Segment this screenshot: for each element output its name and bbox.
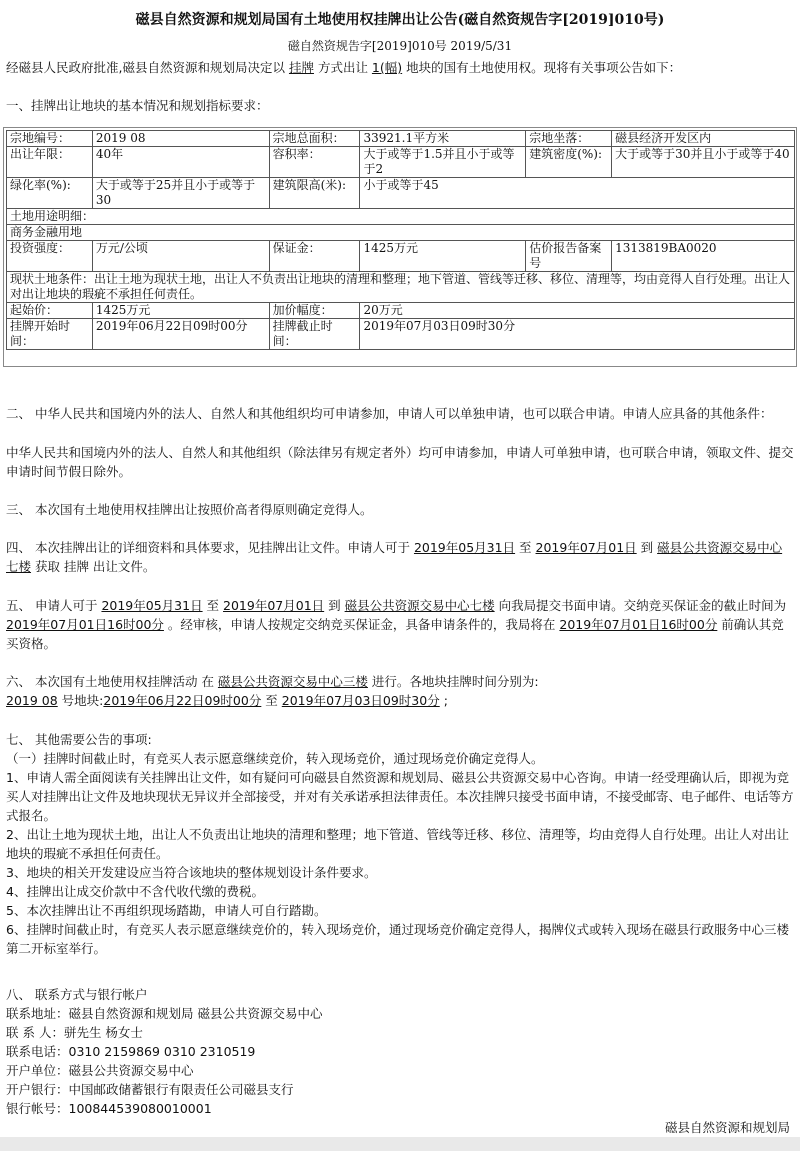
method-value: 挂牌 (288, 60, 314, 75)
issuer-signature: 磁县自然资源和规划局 (664, 1120, 790, 1135)
section-4: 四、 本次挂牌出让的详细资料和具体要求，见挂牌出让文件。申请人可于 2019年05月31日 至 2019年07月01日 到 磁县公共资源交易中心七楼 获取 挂牌 出让文件。 (6, 540, 783, 574)
account-holder: 开户单位：磁县公共资源交易中心 (6, 1063, 194, 1078)
contact-person: 联 系 人：骈先生 杨女士 (6, 1025, 143, 1040)
section-8-title: 八、 联系方式与银行帐户 (6, 987, 148, 1002)
table-row: 现状土地条件：出让土地为现状土地，出让人不负责出让地块的清理和整理；地下管道、管线等迁移、移位、清理等，均由竞得人自行处理。出让人对出让地块的瑕疵不承担任何责任。 (7, 272, 795, 303)
account-bank: 开户银行：中国邮政储蓄银行有限责任公司磁县支行 (6, 1082, 294, 1097)
table-row: 投资强度： 万元/公顷 保证金： 1425万元 估价报告备案号 1313819BA0020 (7, 241, 795, 272)
table-row: 商务金融用地 (7, 225, 795, 241)
list-item: （一）挂牌时间截止时，有竞买人表示愿意继续竞价，转入现场竞价，通过现场竞价确定竞得人。 (6, 751, 544, 766)
section-6: 六、 本次国有土地使用权挂牌活动 在 磁县公共资源交易中心三楼 进行。各地块挂牌时间分别为: 2019 08 号地块:2019年06月22日09时00分 至 2019年07月03日09时30分 ; (6, 674, 539, 708)
parcel-count: 1(幅) (371, 60, 403, 75)
table-row: 宗地编号： 2019 08 宗地总面积： 33921.1平方米 宗地坐落： 磁县经济开发区内 (7, 131, 795, 147)
section-7 (6, 730, 794, 958)
section-8 (6, 985, 794, 1118)
contact-address: 联系地址：磁县自然资源和规划局 磁县公共资源交易中心 (6, 1006, 323, 1021)
table-row: 起始价： 1425万元 加价幅度： 20万元 (7, 303, 795, 319)
list-item: 5、本次挂牌出让不再组织现场踏勘，申请人可自行踏勘。 (6, 903, 327, 918)
intro-paragraph: 经磁县人民政府批准,磁县自然资源和规划局决定以 挂牌 方式出让 1(幅) 地块的国有土地使用权。现将有关事项公告如下： (6, 60, 682, 75)
table-row: 土地用途明细： (7, 209, 795, 225)
location-link: 磁县公共资源交易中心七楼 (6, 540, 783, 574)
section-3: 三、 本次国有土地使用权挂牌出让按照价高者得原则确定竞得人。 (6, 502, 373, 517)
section-7-title: 七、 其他需要公告的事项: (6, 732, 152, 747)
bottom-strip (0, 1137, 800, 1151)
section-1-title: 一、挂牌出让地块的基本情况和规划指标要求： (6, 98, 269, 113)
list-item: 1、申请人需全面阅读有关挂牌出让文件，如有疑问可向磁县自然资源和规划局、磁县公共资源交易中心咨询。申请一经受理确认后，即视为竞买人对挂牌出让文件及地块现状无异议并全部接受，并对有关承诺承担法律责任。本次挂牌只接受书面申请，不接受邮寄、电子邮件、电话等方式报名。 (6, 770, 794, 823)
table-row: 挂牌开始时间： 2019年06月22日09时00分 挂牌截止时间： 2019年07月03日09时30分 (7, 319, 795, 350)
table-row: 出让年限： 40年 容积率： 大于或等于1.5并且小于或等于2 建筑密度(%): 大于或等于30并且小于或等于40 (7, 147, 795, 178)
contact-phone: 联系电话：0310 2159869 0310 2310519 (6, 1044, 256, 1059)
parcel-info-table (6, 130, 795, 350)
announcement-number-date: 磁自然资规告字[2019]010号 2019/5/31 (287, 39, 513, 53)
page-title: 磁县自然资源和规划局国有土地使用权挂牌出让公告(磁自然资规告字[2019]010号) (135, 12, 665, 28)
list-item: 4、挂牌出让成交价款中不含代收代缴的费税。 (6, 884, 264, 899)
account-number: 银行帐号：100844539080010001 (6, 1101, 212, 1116)
section-5: 五、 申请人可于 2019年05月31日 至 2019年07月01日 到 磁县公共资源交易中心七楼 向我局提交书面申请。交纳竞买保证金的截止时间为2019年07月01日16时00分 。经审核，申请人按规定交纳竞买保证金，具备申请条件的，我局将在 2019年07月01日16时00分 前确认其竞买资格。 (6, 598, 787, 651)
section-2-title: 二、 中华人民共和国境内外的法人、自然人和其他组织均可申请参加，申请人可以单独申请，也可以联合申请。申请人应具备的其他条件： (6, 406, 773, 421)
list-item: 3、地块的相关开发建设应当符合该地块的整体规划设计条件要求。 (6, 865, 377, 880)
list-item: 2、出让土地为现状土地，出让人不负责出让地块的清理和整理；地下管道、管线等迁移、移位、清理等，均由竞得人自行处理。出让人对出让地块的瑕疵不承担任何责任。 (6, 827, 789, 861)
table-row: 绿化率(%): 大于或等于25并且小于或等于30 建筑限高(米): 小于或等于45 (7, 178, 795, 209)
list-item: 6、挂牌时间截止时，有竞买人表示愿意继续竞价的，转入现场竞价，通过现场竞价确定竞得人，揭牌仪式或转入现场在磁县行政服务中心三楼第二开标室举行。 (6, 922, 789, 956)
section-2-body: 中华人民共和国境内外的法人、自然人和其他组织（除法律另有规定者外）均可申请参加，申请人可单独申请，也可联合申请，领取文件、提交申请时间节假日除外。 (6, 445, 794, 479)
